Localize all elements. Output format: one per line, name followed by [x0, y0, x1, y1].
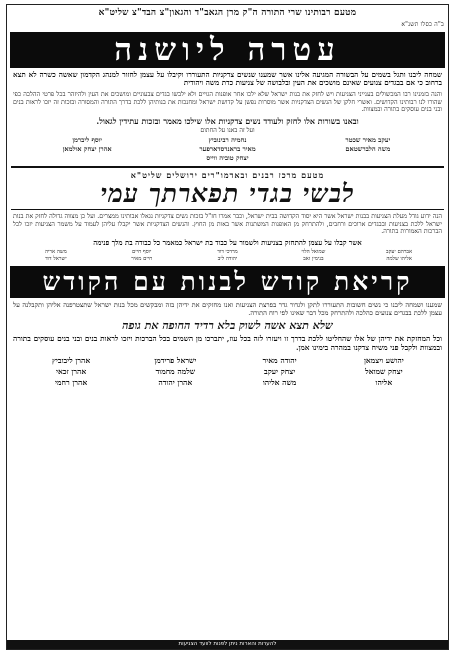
section1-banner — [10, 32, 445, 68]
signature: יצחק שמואל — [365, 367, 403, 377]
signature: ישראל פרידמן — [154, 356, 197, 366]
signature: יצחק טוביה ווייס — [206, 153, 249, 162]
signature: יהודה ליב — [217, 255, 238, 262]
signature: אהרן יהודה — [158, 378, 193, 388]
section3-banner — [10, 266, 445, 298]
signature: יוסף חיים — [132, 249, 152, 256]
section3-signatures — [19, 355, 436, 388]
bsd-mark: ב"ה כסלו תשנ"א — [401, 21, 444, 28]
section1-intro: שמחה ליבנו ותגל בשמים על הבשורה המגיעה אלינו אשר שמענו שנשים צדקניות התעוררו וקיבלו על עצמן לחזור למנהג הקדמון שאשה כשרה לא תצא ברחוב כי אם בבגדים צנועים שאינם מושכים את העין ובלבושה של צניעות כדת משה ויהודית — [13, 70, 442, 88]
section1-signatures — [17, 136, 438, 163]
section3-final: וכל המחזקת את ידיהן של אלו שהחליטו ללכת בדרך זו ויעזרו לזה בכל עוז, יתברכו מן השמים בכל הברכות ויזכו לראות בנים ובני בנים עוסקים בתורה ובמצוות ולקבל פני משיח צדקנו במהרה בימינו אמן. — [13, 334, 442, 353]
signature: יצחק יעקב — [264, 367, 296, 377]
signature: אברהם יעקב — [386, 249, 413, 256]
signature: אהרן זכאי — [56, 367, 87, 377]
signature: שלמה מחמוד — [155, 367, 196, 377]
section3-title: קריאת קודש לבנות עם הקודש — [42, 267, 413, 297]
signature: בנימין זאב — [303, 255, 324, 262]
section2-signatures — [13, 249, 442, 262]
signature: משה הלברשטאם — [345, 144, 391, 153]
section3-emphasis: שלא תצא אשה לשוק בלא רדיד החופה את גופה — [122, 319, 333, 333]
section-divider — [11, 209, 444, 210]
section2-emphasis: אשר קבלו על עצמן להתחזק בצניעות ולשמור על כבוד בת ישראל כמאמר כל כבודה בת מלך פנימה — [93, 238, 362, 248]
signature: חיים מאיר — [131, 255, 153, 262]
section1-body: והנה בזמנינו רבו המכשולים בענייני הצניעות ויש לחזק את בנות ישראל שלא ילכו אחר אופנות הגויים ולא ילבשו בגדים צבעוניים ומושכים את העין ולהיזהר בכל פרטי ההלכה כפי שהורו לנו רבותינו הקדושים. ואשרי חלקן של הנשים הצדקניות אשר מוסרות נפשן על קדושת ישראל ומחנכות את בנותיהן ללכת בדרך התורה והמסורה ובזכות זה יזכו לראות בנים ובני בנים עוסקים בתורה ובמצוות. — [13, 90, 442, 114]
signature: אהרן ליבוביץ — [51, 356, 91, 366]
signature: יוסף ליברמן — [72, 135, 103, 144]
header-line: מטעם רבותינו שרי התורה ה"ק מרן הגאב"ד והגאון"צ הבד"צ שליט"א — [98, 8, 357, 18]
signature: יהושע ויצמאן — [363, 356, 404, 366]
signature: אליהו שלמה — [386, 255, 412, 262]
signature: ישראל דוד — [45, 255, 67, 262]
section2-body: הנה ידוע גודל מעלת הצניעות בבנות ישראל אשר היא יסוד הקדושה בבית ישראל, וכבר אמרו חז"ל בזכות נשים צדקניות נגאלו אבותינו ממצרים. ועל כן מצווה גדולה לחזק את בנות ישראל ללכת בצניעות ובבגדים ארוכים ורחבים, ולהתרחק מן האופנות המשתנות אשר באות מן החוץ. והנשים הצדקניות אשר יקבלו עליהן לעמוד על משמר הצניעות יזכו לכל הברכות האמורות בתורה. — [13, 212, 442, 236]
signature: נחמיה רבינוביץ — [208, 135, 247, 144]
section-divider — [11, 166, 444, 168]
signature: אהרן יצחק אולמאן — [62, 144, 112, 153]
section1-emphasis: ובאנו בשורות אלו לחזק ולעודד נשים צדקניות אלו שילכו מאמר ובזכות עתידין לגאול. — [96, 115, 359, 126]
signature: משה אריה — [44, 249, 67, 256]
section1-title: עטרה ליושנה — [114, 32, 341, 68]
notice-page — [6, 4, 449, 650]
section3-intro: שמענו ושמחה ליבנו כי נשים חשובות התעוררו לתקן ולגדור גדר בפרצת הצניעות ואנו מחזקים את ידיהן בזה ומבקשים מכל בנות ישראל שתצטרפנה אליהן ותקבלנה על עצמן ללכת בבגדים צנועים כהלכה ולהתרחק מכל דבר שאינו לפי רוח התורה. — [13, 301, 442, 318]
signature: מאיר בראנדסדארפער — [199, 144, 256, 153]
signature: אהרן רחמי — [54, 378, 88, 388]
signature: משה אליהו — [262, 378, 297, 388]
signature: שמואל הלוי — [301, 249, 326, 256]
signature — [298, 154, 438, 163]
section2-header: מטעם מרכז רבנים ובאדמו"רים ירושלים שליט"א — [130, 169, 325, 180]
section1-sig-title: ועל זה באנו על החתום — [200, 126, 255, 134]
signature: אליהו — [375, 378, 393, 388]
signature: יהודה מאיר — [262, 356, 297, 366]
signature: מרדכי דוד — [217, 249, 238, 256]
signature: יעקב מאיר שכטר — [345, 135, 391, 144]
section2-title: לבשי בגדי תפארתך עמי — [100, 178, 355, 208]
footer-bar: להערות והארות ניתן לפנות לוועד הצניעות — [7, 640, 448, 649]
signature — [17, 154, 157, 163]
